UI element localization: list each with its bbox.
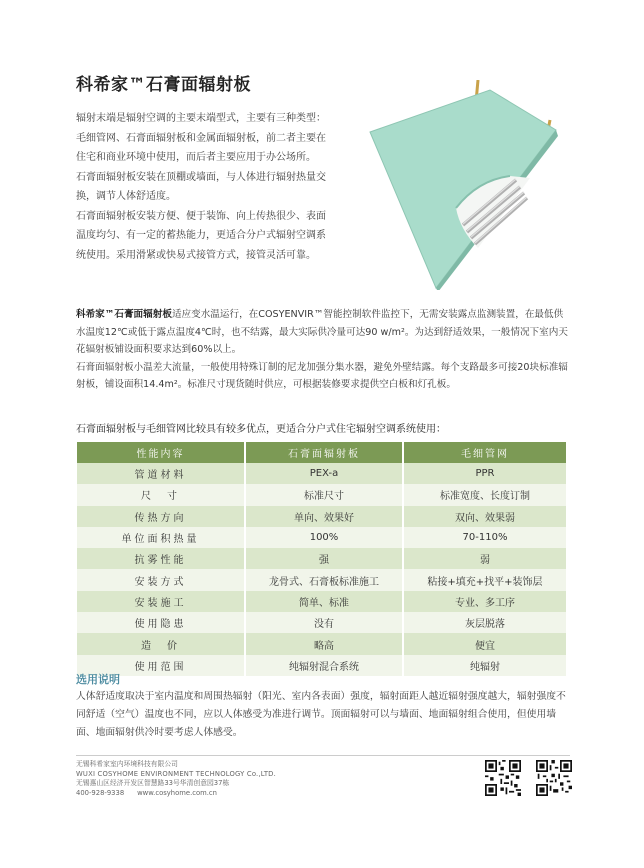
description-paragraph — [76, 306, 570, 359]
radiant-panel-illustration — [360, 80, 560, 290]
table-cell: 纯辐射 — [403, 655, 567, 676]
table-cell: 粘接+填充+找平+装饰层 — [403, 569, 567, 590]
company-name-cn: 无锡科希家室内环境科技有限公司 — [76, 760, 178, 768]
table-row — [77, 506, 567, 527]
table-cell: 安装施工 — [77, 591, 245, 612]
table-cell: 专业、多工序 — [403, 591, 567, 612]
intro-paragraph: 辐射末端是辐射空调的主要末端型式，主要有三种类型：毛细管网、石膏面辐射板和金属面辐射板，前二者主要在住宅和商业环境中使用，而后者主要应用于办公场所。 — [76, 113, 326, 163]
table-cell: 安装方式 — [77, 569, 245, 590]
radiant-panel-svg — [360, 80, 560, 290]
description-text — [76, 306, 570, 394]
table-cell: 纯辐射混合系统 — [245, 655, 403, 676]
table-cell: 标准宽度、长度订制 — [403, 484, 567, 505]
table-row — [77, 612, 567, 633]
table-lead: 石膏面辐射板与毛细管网比较具有较多优点，更适合分户式住宅辐射空调系统使用： — [76, 424, 446, 435]
product-name: 科希家™石膏面辐射板 — [76, 309, 172, 320]
intro-paragraph: 石膏面辐射板安装在顶棚或墙面，与人体进行辐射热量交换，调节人体舒适度。 — [76, 171, 326, 202]
website-link[interactable]: www.cosyhome.com.cn — [137, 788, 217, 797]
company-name-en: WUXI COSYHOME ENVIRONMENT TECHNOLOGY Co.,LTD. — [76, 769, 276, 778]
qr-code-icon — [536, 760, 572, 796]
intro-paragraph: 石膏面辐射板安装方便、便于装饰、向上传热很少、表面温度均匀、有一定的蓄热能力，更适合分户式辐射空调系统使用。采用滑紧或快易式接管方式，接管灵活可靠。 — [76, 210, 326, 261]
table-cell: 龙骨式、石膏板标准施工 — [245, 569, 403, 590]
table-cell: 单向、效果好 — [245, 506, 403, 527]
table-cell: PEX-a — [245, 463, 403, 484]
comparison-table — [77, 442, 568, 676]
table-cell: 双向、效果弱 — [403, 506, 567, 527]
table-cell: 造 价 — [77, 633, 245, 654]
phone-number: 400-928-9338 — [76, 788, 125, 797]
footer-divider — [76, 755, 570, 756]
table-row — [77, 633, 567, 654]
selection-title: 选用说明 — [76, 673, 120, 686]
selection-body — [76, 688, 570, 742]
table-cell: 使用隐患 — [77, 612, 245, 633]
table-cell: 简单、标准 — [245, 591, 403, 612]
table-cell: 灰层脱落 — [403, 612, 567, 633]
table-header-row — [77, 442, 567, 463]
table-row — [77, 527, 567, 548]
table-cell: 单位面积热量 — [77, 527, 245, 548]
table-cell: 传热方向 — [77, 506, 245, 527]
description-text-span: 适应变水温运行，在COSYENVIR™智能控制软件监控下，无需安装露点监测装置，在最低供水温度12℃或低于露点温度4℃时，也不结露，最大实际供冷量可达90 w/m²。为达到舒适效果，一般情况下室内天花辐射板铺设面积要求达到60%以上。 — [76, 309, 568, 355]
table-cell: 70-110% — [403, 527, 567, 548]
header-cell: 石膏面辐射板 — [245, 442, 403, 463]
table-cell: 管道材料 — [77, 463, 245, 484]
header-cell: 性能内容 — [77, 442, 245, 463]
table-cell: 强 — [245, 548, 403, 569]
table-cell: PPR — [403, 463, 567, 484]
table-cell: 标准尺寸 — [245, 484, 403, 505]
qr-code-icon — [485, 760, 521, 796]
table-cell: 尺 寸 — [77, 484, 245, 505]
table-row — [77, 463, 567, 484]
intro-text — [76, 109, 328, 265]
selection-paragraph: 人体舒适度取决于室内温度和周围热辐射（阳光、室内各表面）强度，辐射面距人越近辐射强度越大，辐射强度不同舒适（空气）温度也不同，应以人体感受为准进行调节。顶面辐射可以与墙面、地面辐射组合使用，但使用墙面、地面辐射供冷时要考虑人体感受。 — [76, 691, 566, 738]
table-cell: 使用范围 — [77, 655, 245, 676]
table-row — [77, 655, 567, 676]
table-row — [77, 548, 567, 569]
company-address: 无锡惠山区经济开发区智慧路33号华清创意园37栋 — [76, 779, 230, 787]
table-row — [77, 591, 567, 612]
description-paragraph: 石膏面辐射板小温差大流量，一般使用特殊订制的尼龙加强分集水器，避免外壁结露。每个支路最多可接20块标准辐射板，铺设面积14.4m²。标准尺寸现货随时供应，可根据装修要求提供空白板和灯孔板。 — [76, 361, 568, 390]
table-cell: 弱 — [403, 548, 567, 569]
page-title: 科希家™石膏面辐射板 — [76, 75, 251, 95]
table-cell: 便宜 — [403, 633, 567, 654]
header-cell: 毛细管网 — [403, 442, 567, 463]
table-cell: 没有 — [245, 612, 403, 633]
footer-info — [76, 760, 276, 798]
table-row — [77, 569, 567, 590]
table-cell: 100% — [245, 527, 403, 548]
table-row — [77, 484, 567, 505]
table-cell: 抗雾性能 — [77, 548, 245, 569]
table-cell: 略高 — [245, 633, 403, 654]
contact-line — [76, 789, 276, 799]
